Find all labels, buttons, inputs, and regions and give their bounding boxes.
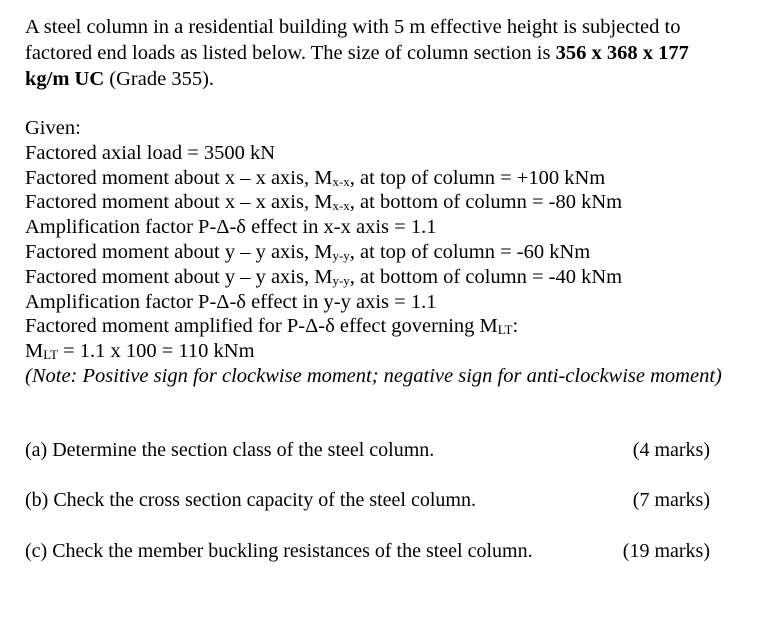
moment-x-top-value: , at top of column = +100 kNm <box>349 166 606 189</box>
subscript-lt: LT <box>497 322 513 338</box>
mlt-symbol: M <box>25 340 44 363</box>
question-b-marks: (7 marks) <box>632 489 710 511</box>
question-a <box>25 437 725 463</box>
question-b <box>25 487 725 513</box>
moment-y-bottom-label: Factored moment about y – y axis, M <box>25 265 333 288</box>
mlt-description <box>25 314 745 339</box>
mlt-colon: : <box>512 315 519 338</box>
subscript-lt: LT <box>43 347 58 363</box>
moment-y-bottom <box>25 265 745 290</box>
amplification-x: Amplification factor P-Δ-δ effect in x-x axis = 1.1 <box>25 216 437 239</box>
question-a-marks: (4 marks) <box>632 439 710 461</box>
mlt-value: = 1.1 x 100 = 110 kNm <box>57 340 255 363</box>
sign-convention-note: (Note: Positive sign for clockwise moment; negative sign for anti-clockwise moment) <box>25 364 722 387</box>
moment-x-bottom <box>25 190 745 215</box>
question-a-text: (a) Determine the section class of the steel column. <box>25 439 435 461</box>
axial-load: Factored axial load = 3500 kN <box>25 141 276 164</box>
column-section-size: 356 x 368 x 177 kg/m UC <box>25 42 689 90</box>
mlt-description-text: Factored moment amplified for P-Δ-δ effect governing M <box>25 315 498 338</box>
question-c <box>25 538 725 564</box>
subscript-y: y-y <box>332 247 350 263</box>
question-b-text: (b) Check the cross section capacity of the steel column. <box>25 489 476 511</box>
subscript-y: y-y <box>332 272 350 288</box>
moment-x-bottom-label: Factored moment about x – x axis, M <box>25 191 333 214</box>
moment-x-top <box>25 166 745 191</box>
moment-x-top-label: Factored moment about x – x axis, M <box>25 166 333 189</box>
given-data <box>25 116 745 389</box>
moment-y-top <box>25 240 745 265</box>
moment-y-top-label: Factored moment about y – y axis, M <box>25 240 333 263</box>
question-c-text: (c) Check the member buckling resistances of the steel column. <box>25 540 533 562</box>
amplification-y: Amplification factor P-Δ-δ effect in y-y axis = 1.1 <box>25 290 437 313</box>
moment-y-bottom-value: , at bottom of column = -40 kNm <box>349 265 623 288</box>
problem-intro <box>25 14 737 92</box>
intro-text: A steel column in a residential building with 5 m effective height is subjected to factored end loads as listed below. The size of column section is <box>25 16 681 64</box>
question-c-marks: (19 marks) <box>622 540 710 562</box>
subscript-x: x-x <box>332 173 350 189</box>
given-heading: Given: <box>25 117 81 139</box>
steel-grade: (Grade 355). <box>104 68 215 90</box>
subscript-x: x-x <box>332 198 350 214</box>
mlt-equation <box>25 339 745 364</box>
moment-y-top-value: , at top of column = -60 kNm <box>349 240 591 263</box>
moment-x-bottom-value: , at bottom of column = -80 kNm <box>349 191 623 214</box>
